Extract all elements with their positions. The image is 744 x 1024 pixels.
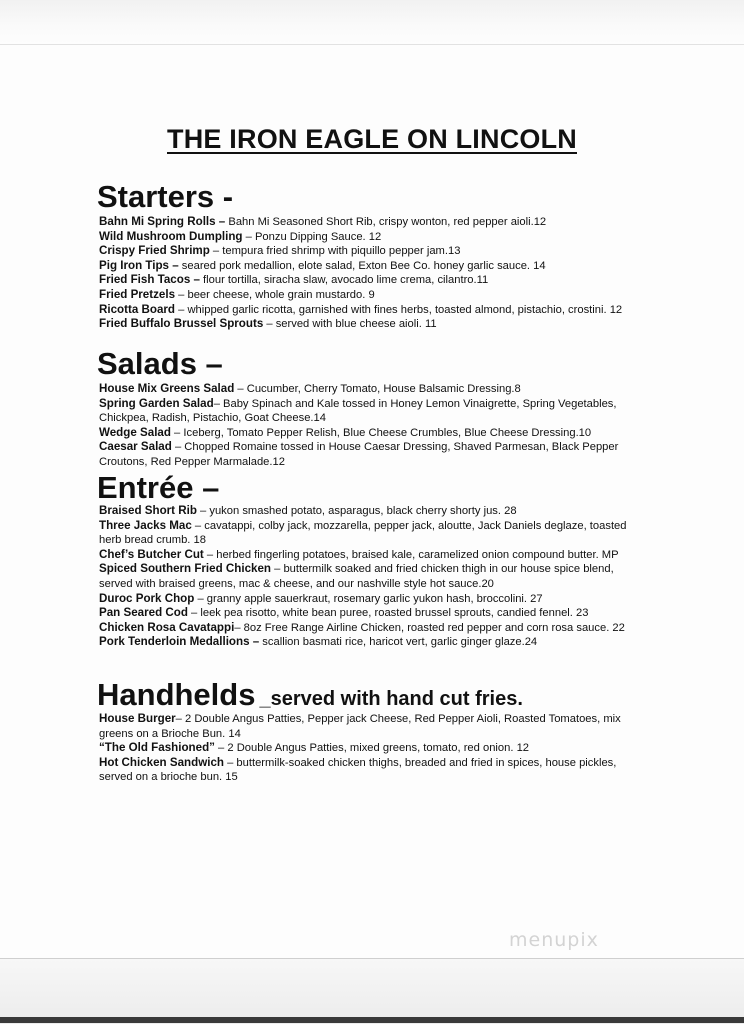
menu-item: House Burger– 2 Double Angus Patties, Pepper jack Cheese, Red Pepper Aioli, Roasted Tomatoes, mix greens on a Brioche Bun. 14 <box>99 712 621 740</box>
menu-item: House Mix Greens Salad – Cucumber, Cherry Tomato, House Balsamic Dressing.8 <box>99 382 521 395</box>
handhelds-title: Handhelds <box>97 677 256 712</box>
menu-item: Chef’s Butcher Cut – herbed fingerling potatoes, braised kale, caramelized onion compound butter. MP <box>99 547 619 561</box>
menu-item: Spring Garden Salad– Baby Spinach and Kale tossed in Honey Lemon Vinaigrette, Spring Vegetables, Chickpea, Radish, Pistachio, Goat Cheese.14 <box>99 396 617 425</box>
menu-item: Wild Mushroom Dumpling – Ponzu Dipping Sauce. 12 <box>99 229 382 243</box>
section-heading-entree: Entrée – <box>97 470 220 505</box>
entree-list <box>99 504 639 650</box>
menu-item: Pig Iron Tips – seared pork medallion, elote salad, Exton Bee Co. honey garlic sauce. 14 <box>99 258 546 272</box>
menu-item: Fried Buffalo Brussel Sprouts – served with blue cheese aioli. 11 <box>99 317 437 331</box>
menu-item: Hot Chicken Sandwich – buttermilk-soaked chicken thighs, breaded and fried in spices, house pickles, served on a brioche bun. 15 <box>99 755 617 784</box>
section-heading-starters: Starters - <box>97 179 234 214</box>
salads-list <box>99 382 639 470</box>
menu-item: Spiced Southern Fried Chicken – buttermilk soaked and fried chicken thigh in our house spice blend, served with braised greens, mac & cheese, and our nashville style hot sauce.20 <box>99 562 614 590</box>
menu-item: Three Jacks Mac – cavatappi, colby jack, mozzarella, pepper jack, aloutte, Jack Daniels deglaze, toasted herb bread crumb. 18 <box>99 518 627 547</box>
menu-item: Caesar Salad – Chopped Romaine tossed in House Caesar Dressing, Shaved Parmesan, Black Pepper Croutons, Red Pepper Marmalade.12 <box>99 440 619 468</box>
menu-item: Fried Pretzels – beer cheese, whole grain mustardo. 9 <box>99 287 375 301</box>
menu-item: Fried Fish Tacos – flour tortilla, siracha slaw, avocado lime crema, cilantro.11 <box>99 273 489 287</box>
menu-item: Bahn Mi Spring Rolls – Bahn Mi Seasoned Short Rib, crispy wonton, red pepper aioli.12 <box>99 215 547 228</box>
section-heading-salads: Salads – <box>97 346 223 381</box>
menu-item: “The Old Fashioned” – 2 Double Angus Patties, mixed greens, tomato, red onion. 12 <box>99 741 530 755</box>
menu-item: Crispy Fried Shrimp – tempura fried shrimp with piquillo pepper jam.13 <box>99 244 461 258</box>
restaurant-title: THE IRON EAGLE ON LINCOLN <box>167 124 577 154</box>
starters-list <box>99 215 639 332</box>
menupix-watermark: menupix <box>509 929 599 951</box>
scan-shadow-top <box>0 0 744 45</box>
handhelds-subtitle: _served with hand cut fries. <box>259 688 523 710</box>
menu-item: Braised Short Rib – yukon smashed potato, asparagus, black cherry shorty jus. 28 <box>99 504 517 517</box>
scan-edge <box>0 1017 744 1023</box>
menu-item: Wedge Salad – Iceberg, Tomato Pepper Relish, Blue Cheese Crumbles, Blue Cheese Dressing.10 <box>99 425 592 439</box>
section-heading-handhelds <box>97 678 523 716</box>
scan-shadow-bottom <box>0 958 744 1024</box>
menu-item: Chicken Rosa Cavatappi– 8oz Free Range Airline Chicken, roasted red pepper and corn rosa sauce. 22 <box>99 620 625 634</box>
menu-item: Ricotta Board – whipped garlic ricotta, garnished with fines herbs, toasted almond, pistachio, crostini. 12 <box>99 302 623 316</box>
menu-item: Duroc Pork Chop – granny apple sauerkraut, rosemary garlic yukon hash, broccolini. 27 <box>99 591 543 605</box>
handhelds-list <box>99 712 639 785</box>
menu-item: Pork Tenderloin Medallions – scallion basmati rice, haricot vert, garlic ginger glaze.24 <box>99 635 538 649</box>
menu-item: Pan Seared Cod – leek pea risotto, white bean puree, roasted brussel sprouts, candied fennel. 23 <box>99 606 589 620</box>
